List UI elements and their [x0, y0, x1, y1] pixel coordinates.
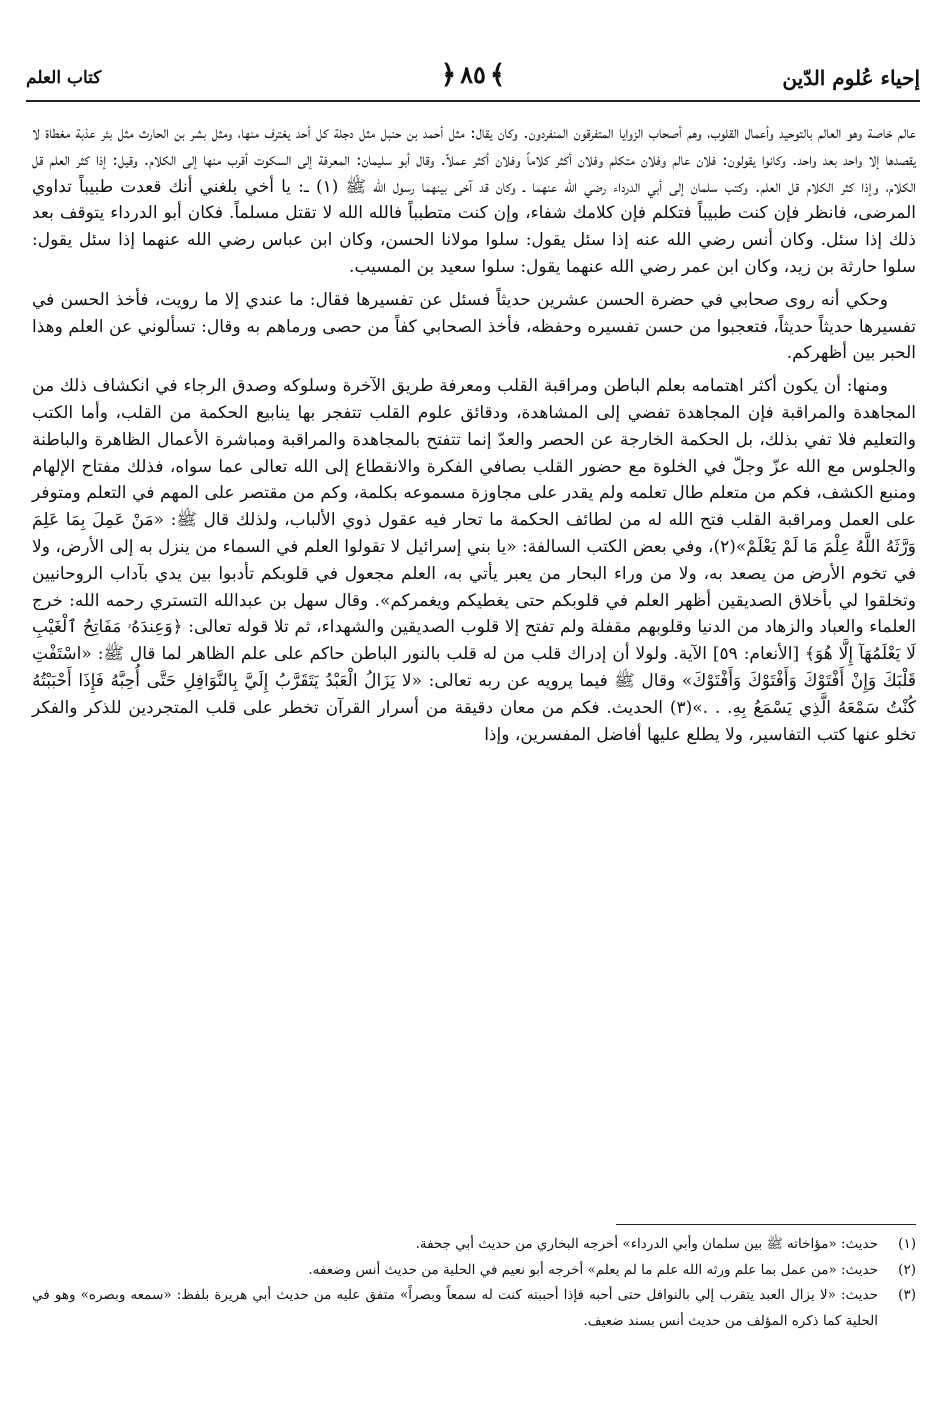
paragraph-1: عالم خاصة وهو العالم بالتوحيد وأعمال القلوب، وهم أصحاب الزوايا المتفرقون المنفردون. وكان يقال: مثل أحمد بن حنبل مثل دجلة كل أحد يغترف منها، ومثل بشر بن الحارث مثل بئر عذبة مغطاة لا يقصدها إلا واحد بعد واحد. وكانوا يقولون: فلان عالم وفلان متكلم وفلان أكثر كلاماً وفلان أكثر عملاً. وقال أبو سليمان: المعرفة إلى السكوت أقرب منها إلى الكلام. وقيل: إذا كثر العلم قل الكلام، وإذا كثر الكلام قل العلم. وكتب سلمان إلى أبي الدرداء رضي الله عنهما ـ وكان قد آخى بينهما رسول الله ﷺ (١) ـ: يا أخي بلغني أنك قعدت طبيباً تداوي المرضى، فانظر فإن كنت طبيباً فتكلم فإن كلامك شفاء، وإن كنت متطبباً فالله الله لا تقتل مسلماً. فكان أبو الدرداء يتوقف بعد ذلك إذا سئل. وكان أنس رضي الله عنه إذا سئل يقول: سلوا مولانا الحسن، وكان ابن عباس رضي الله عنهما إذا سئل يقول: سلوا حارثة بن زيد، وكان ابن عمر رضي الله عنهما يقول: سلوا سعيد بن المسيب. — [32, 123, 917, 277]
ornament-right: ﴾ — [489, 59, 506, 90]
chapter-title: كتاب العلم — [26, 68, 102, 88]
main-text — [32, 120, 916, 748]
page-header — [26, 60, 920, 96]
paragraph-3: ومنها: أن يكون أكثر اهتمامه بعلم الباطن ومراقبة القلب ومعرفة طريق الآخرة وسلوكه وصدق الرجاء في انكشاف ذلك من المجاهدة والمراقبة فإن المجاهدة تفضي إلى المشاهدة، ودقائق علوم القلب تتفجر بها ينابيع الحكمة من القلب، وأما الكتب والتعليم فلا تفي بذلك، بل الحكمة الخارجة عن الحصر والعدّ إنما تتفتح بالمجاهدة والمراقبة ومباشرة الأعمال الظاهرة والباطنة والجلوس مع الله عزّ وجلّ في الخلوة مع حضور القلب بصافي الفكرة والانقطاع إلى الله تعالى عما سواه، فذلك مفتاح الإلهام ومنبع الكشف، فكم من متعلم طال تعلمه ولم يقدر على مجاوزة مسموعه بكلمة، وكم من مقتصر على المهم في التعلم ومتوفر على العمل ومراقبة القلب فتح الله له من لطائف الحكمة ما تحار فيه عقول ذوي الألباب، ولذلك قال ﷺ: «مَنْ عَمِلَ بِمَا عَلِمَ وَرَّثَهُ اللَّهُ عِلْمَ مَا لَمْ يَعْلَمْ»(٢)، وفي بعض الكتب السالفة: «يا بني إسرائيل لا تقولوا العلم في السماء من ينزل به إلى الأرض، ولا في تخوم الأرض من يصعد به، ولا من وراء البحار من يعبر يأتي به، العلم مجعول في قلوبكم تأدبوا بين يدي بآداب الروحانيين وتخلقوا لي بأخلاق الصديقين أظهر العلم في قلوبكم حتى يغطيكم ويغمركم». وقال سهل بن عبدالله التستري رحمه الله: خرج العلماء والعباد والزهاد من الدنيا وقلوبهم مقفلة ولم تفتح إلا قلوب الصديقين والشهداء، ثم تلا قوله تعالى: ﴿وَعِندَهُۥ مَفَاتِحُ ٱلْغَيْبِ لَا يَعْلَمُهَآ إِلَّا هُوَ﴾ [الأنعام: ٥٩] الآية. ولولا أن إدراك قلب من له قلب بالنور الباطن حاكم على علم الظاهر لما قال ﷺ: «اسْتَفْتِ قَلْبَكَ وَإِنْ أَفْتَوْكَ وَأَفْتَوْكَ وَأَفْتَوْكَ» وقال ﷺ فيما يرويه عن ربه تعالى: «لا يَزَالُ الْعَبْدُ يَتَقَرَّبُ إِلَيَّ بِالنَّوَافِلِ حَتَّى أُحِبَّهُ فَإِذَا أَحْبَبْتُهُ كُنْتُ سَمْعَهُ الَّذِي يَسْمَعُ بِهِ. . .»(٣) الحديث. فكم من معان دقيقة من أسرار القرآن تخطر على قلب المتجردين للذكر والفكر تخلو عنها كتب التفاسير، ولا يطلع عليها أفاضل المفسرين، وإذا — [32, 376, 916, 745]
footnote-divider — [616, 1224, 916, 1225]
page-number: ٨٥ — [460, 60, 486, 89]
ornament-left: ﴿ — [440, 59, 457, 90]
footnote-text: حديث: «لا يزال العبد يتقرب إلي بالنوافل حتى أحبه فإذا أحببته كنت له سمعاً وبصراً» متفق عليه من حديث أبي هريرة بلفظ: «سمعه وبصره» وهو في الحلية كما ذكره المؤلف من حديث أنس بسند ضعيف. — [32, 1287, 878, 1329]
footnote-number: (٣) — [898, 1287, 916, 1303]
book-title: إحياء عُلوم الدّين — [782, 66, 920, 90]
paragraph-2: وحكي أنه روى صحابي في حضرة الحسن عشرين حديثاً فسئل عن تفسيرها فقال: ما عندي إلا ما رويت، فأخذ الحسن في تفسيرها حديثاً حديثاً، فتعجبوا من حسن تفسيره وحفظه، فأخذ الصحابي كفاً من حصى ورماهم به وقال: تسألوني عن العلم وهذا الحبر بين أظهركم. — [32, 289, 916, 364]
footnote-text: حديث: «من عمل بما علم ورثه الله علم ما لم يعلم» أخرجه أبو نعيم في الحلية من حديث أنس وضعفه. — [308, 1261, 878, 1278]
header-divider — [26, 100, 920, 102]
footnote-2 — [32, 1258, 916, 1284]
footnote-number: (١) — [898, 1236, 916, 1252]
footnote-1 — [32, 1232, 916, 1258]
footnotes — [32, 1232, 916, 1334]
footnote-number: (٢) — [898, 1261, 916, 1278]
page-number-block — [441, 60, 505, 89]
footnote-3 — [32, 1283, 916, 1334]
footnote-text: حديث: «مؤاخاته ﷺ بين سلمان وأبي الدرداء» أخرجه البخاري من حديث أبي جحفة. — [415, 1236, 878, 1252]
